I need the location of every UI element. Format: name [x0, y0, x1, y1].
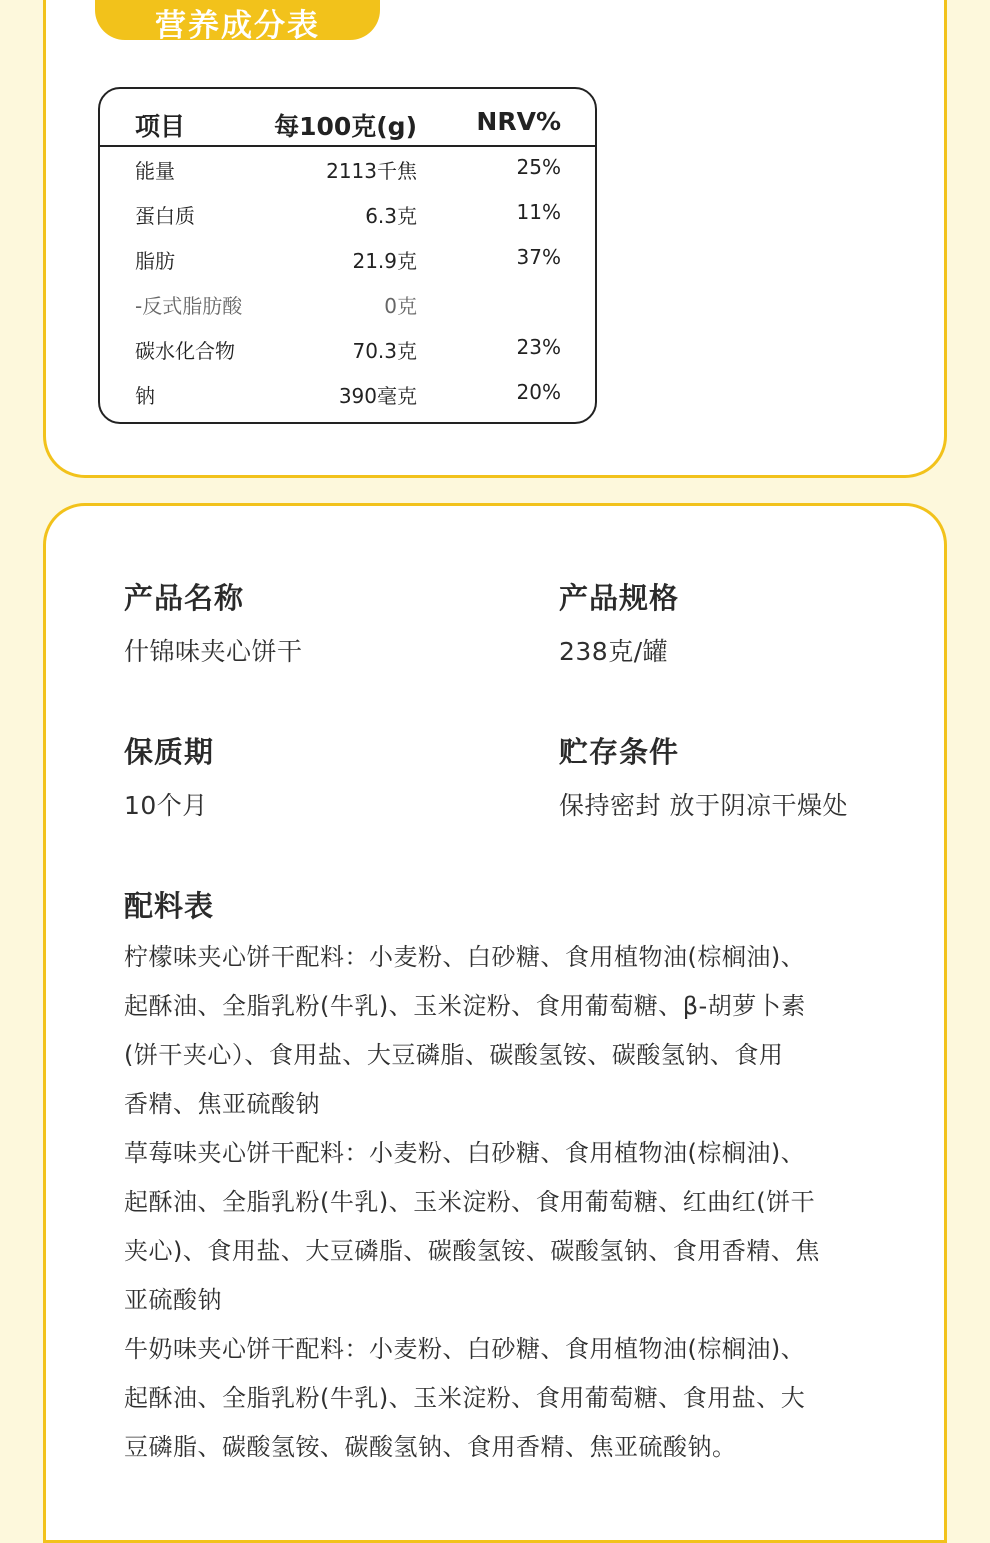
ingredients-line: (饼干夹心）、食用盐、大豆磷脂、碳酸氢铵、碳酸氢钠、食用 — [124, 1041, 784, 1069]
header-nrv: NRV% — [476, 107, 561, 136]
storage-value: 保持密封 放于阴凉干燥处 — [559, 791, 848, 820]
table-row — [100, 372, 595, 417]
product-name-label: 产品名称 — [124, 581, 245, 615]
shelf-life-label: 保质期 — [124, 735, 215, 769]
row-item: 能量 — [135, 159, 175, 183]
ingredients-line: 夹心)、食用盐、大豆磷脂、碳酸氢铵、碳酸氢钠、食用香精、焦 — [124, 1237, 820, 1265]
row-amount: 21.9克 — [352, 249, 417, 273]
ingredients-text — [124, 933, 924, 1472]
row-nrv: 25% — [516, 155, 561, 179]
table-row — [100, 282, 595, 327]
nutrition-table — [98, 87, 597, 424]
ingredients-line: 牛奶味夹心饼干配料：小麦粉、白砂糖、食用植物油(棕榈油)、 — [124, 1335, 806, 1363]
ingredients-line: 起酥油、全脂乳粉(牛乳)、玉米淀粉、食用葡萄糖、β-胡萝卜素 — [124, 992, 806, 1020]
row-amount: 6.3克 — [365, 204, 417, 228]
ingredients-line: 柠檬味夹心饼干配料：小麦粉、白砂糖、食用植物油(棕榈油)、 — [124, 943, 806, 971]
row-amount: 0克 — [384, 294, 417, 318]
row-amount: 2113千焦 — [326, 159, 417, 183]
row-item: 蛋白质 — [135, 204, 195, 228]
row-nrv: 11% — [516, 200, 561, 224]
ingredients-line: 起酥油、全脂乳粉(牛乳)、玉米淀粉、食用葡萄糖、红曲红(饼干 — [124, 1188, 816, 1216]
row-item: 钠 — [135, 384, 155, 408]
row-amount: 70.3克 — [352, 339, 417, 363]
table-row — [100, 192, 595, 237]
ingredients-line: 豆磷脂、碳酸氢铵、碳酸氢钠、食用香精、焦亚硫酸钠。 — [124, 1433, 737, 1461]
nutrition-table-header — [100, 89, 595, 147]
row-amount: 390毫克 — [338, 384, 417, 408]
storage-label: 贮存条件 — [559, 735, 680, 769]
product-name-value: 什锦味夹心饼干 — [124, 637, 303, 666]
row-nrv: 23% — [516, 335, 561, 359]
row-nrv: 20% — [516, 380, 561, 404]
table-row — [100, 237, 595, 282]
header-item: 项目 — [135, 112, 186, 141]
ingredients-line: 亚硫酸钠 — [124, 1286, 222, 1314]
ingredients-label: 配料表 — [124, 889, 215, 923]
row-nrv: 37% — [516, 245, 561, 269]
shelf-life-value: 10个月 — [124, 791, 208, 820]
row-item: 脂肪 — [135, 249, 175, 273]
ingredients-line: 香精、焦亚硫酸钠 — [124, 1090, 320, 1118]
header-per-100g: 每100克(g) — [274, 112, 417, 141]
nutrition-title-banner — [95, 0, 380, 40]
product-spec-label: 产品规格 — [559, 581, 680, 615]
ingredients-line: 草莓味夹心饼干配料：小麦粉、白砂糖、食用植物油(棕榈油)、 — [124, 1139, 806, 1167]
row-item: -反式脂肪酸 — [135, 294, 243, 318]
nutrition-title: 营养成分表 — [155, 8, 320, 40]
row-item: 碳水化合物 — [135, 339, 235, 363]
product-spec-value: 238克/罐 — [559, 637, 669, 666]
table-row — [100, 327, 595, 372]
table-row — [100, 147, 595, 192]
ingredients-line: 起酥油、全脂乳粉(牛乳)、玉米淀粉、食用葡萄糖、食用盐、大 — [124, 1384, 806, 1412]
